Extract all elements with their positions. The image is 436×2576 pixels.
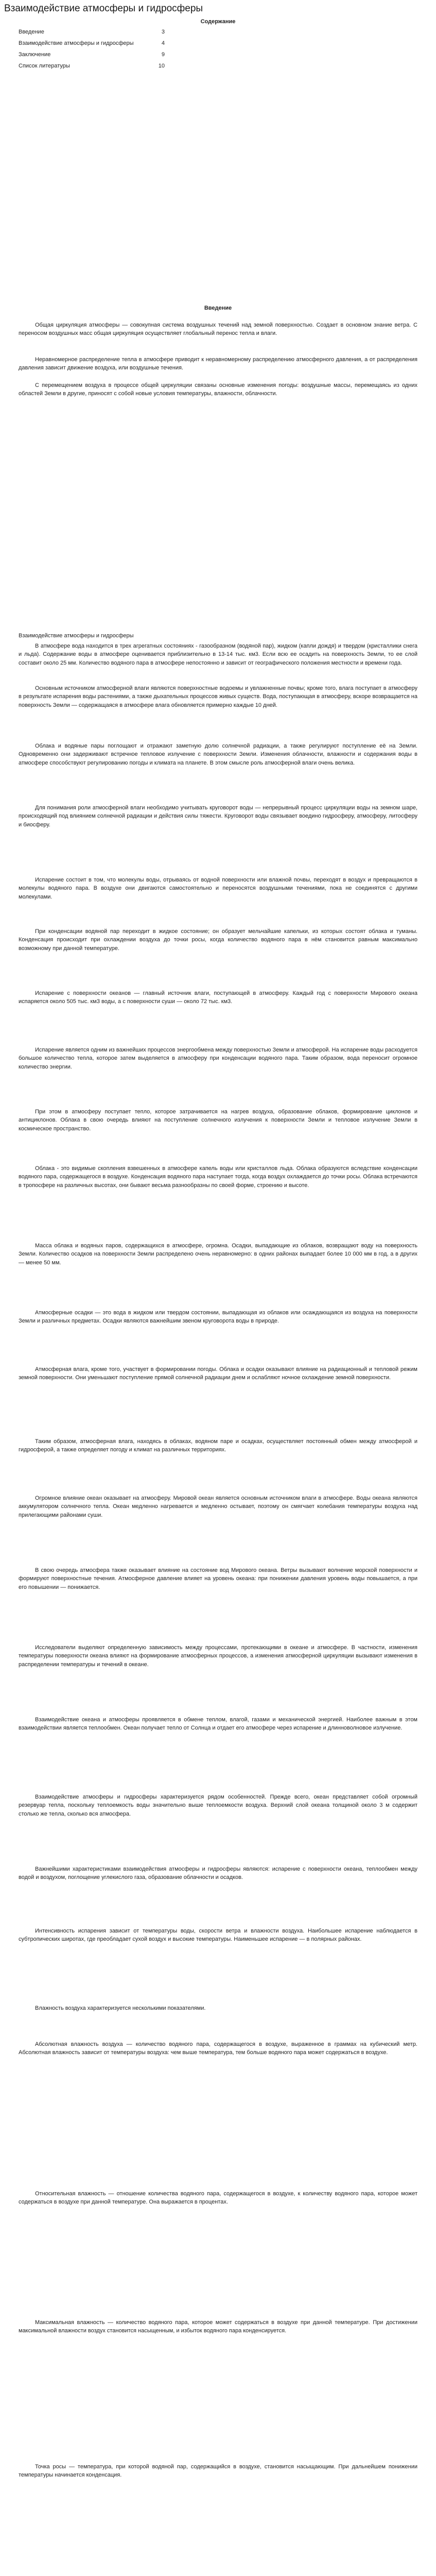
toc-label: Заключение [19, 52, 51, 58]
humidity-paragraph: Абсолютная влажность воздуха — количество водяного пара, содержащегося в воздухе, выраженное в граммах на кубический метр. Абсолютная влажность зависит от температуры воздуха: чем выше температура, тем больше водяного пара может содержаться в воздухе. [19, 2041, 417, 2056]
humidity-paragraph: Относительная влажность — отношение количества водяного пара, содержащегося в воздухе, к количеству водяного пара, которое может содержаться в воздухе при данной температуре. Она выражается в процентах. [19, 2191, 417, 2206]
ocean-paragraph: Интенсивность испарения зависит от температуры воды, скорости ветра и влажности воздуха. Наибольшее испарение наблюдается в субтропических широтах, где преобладает сухой воздух и высокие температуры. Наименьшее испарение — в полярных районах. [19, 1928, 417, 1943]
cloud-paragraph: Атмосферные осадки — это вода в жидком или твердом состоянии, выпадающая из облаков или осаждающаяся из воздуха на поверхности Земли и различных предметах. Осадки являются важнейшим звеном круговорота воды в природе. [19, 1310, 417, 1325]
toc-page: 4 [161, 40, 165, 46]
toc-row[interactable] [19, 63, 165, 69]
ocean-paragraph: В свою очередь атмосфера также оказывает влияние на состояние вод Мирового океана. Ветры вызывают волнение морской поверхности и формируют поверхностные течения. Атмосферное давление влияет на уровень океана: при понижении давления уровень воды повышается, а при его повышении — понижается. [19, 1567, 417, 1590]
humidity-paragraph: Точка росы — температура, при которой водяной пар, содержащийся в воздухе, становится насыщающим. При дальнейшем понижении температуры начинается конденсация. [19, 2464, 417, 2479]
cloud-paragraph: Атмосферная влага, кроме того, участвует в формировании погоды. Облака и осадки оказывают влияние на радиационный и тепловой режим земной поверхности. Они уменьшают поступление прямой солнечной радиации днем и ослабляют ночное охлаждение земной поверхности. [19, 1366, 417, 1381]
toc-label: Список литературы [19, 63, 70, 69]
ocean-paragraph: Влажность воздуха характеризуется несколькими показателями. [35, 2005, 206, 2011]
toc-label: Введение [19, 29, 44, 35]
toc-label: Взаимодействие атмосферы и гидросферы [19, 40, 134, 46]
toc-page: 3 [161, 29, 165, 35]
main-paragraph: В атмосфере вода находится в трех агрегатных состояниях - газообразном (водяной пар), жидком (капли дождя) и твердом (кристаллики снега и льда). Содержание воды в атмосфере оценивается приблизительно в 13-14 тыс. км3. Если всю ее осадить на поверхность Земли, то ее слой составит около 25 мм. Количество водяного пара в атмосфере непостоянно и зависит от географического положения местности и времени года. [19, 643, 417, 666]
main-heading: Взаимодействие атмосферы и гидросферы [19, 633, 134, 639]
toc-heading: Содержание [200, 19, 236, 25]
toc-row[interactable] [19, 29, 165, 35]
intro-paragraph: С перемещением воздуха в процессе общей циркуляции связаны основные изменения погоды: воздушные массы, перемещаясь из одних областей Земли в другие, приносят с собой новые условия температуры, влажности, облачности. [19, 382, 417, 397]
main-paragraph: Испарение с поверхности океанов — главный источник влаги, поступающей в атмосферу. Каждый год с поверхности Мирового океана испаряется около 505 тыс. км3 воды, а с поверхности суши — около 72 тыс. км3. [19, 990, 417, 1005]
ocean-paragraph: Взаимодействие атмосферы и гидросферы характеризуется рядом особенностей. Прежде всего, океан представляет собой огромный резервуар тепла, поскольку теплоемкость воды значительно выше теплоемкости воздуха. Верхний слой океана толщиной около 3 м содержит столько же тепла, сколько вся атмосфера. [19, 1794, 417, 1817]
cloud-paragraph: Таким образом, атмосферная влага, находясь в облаках, водяном паре и осадках, осуществляет постоянный обмен между атмосферой и гидросферой, а также определяет погоду и климат на различных территориях. [19, 1438, 417, 1453]
main-paragraph: При этом в атмосферу поступает тепло, которое затрачивается на нагрев воздуха, образование облаков, формирование циклонов и антициклонов. Облака в свою очередь влияют на поступление солнечного излучения к поверхности Земли и тепловое излучение Земли в космическое пространство. [19, 1109, 417, 1132]
cloud-paragraph: Облака - это видимые скопления взвешенных в атмосфере капель воды или кристаллов льда. Облака образуются вследствие конденсации водяного пара, содержащегося в воздухе. Конденсация водяного пара наступает тогда, когда воздух охлаждается до точки росы. Облака встречаются в тропосфере на различных высотах, они бывают весьма разнообразны по своей форме, строению и высоте. [19, 1165, 417, 1189]
ocean-paragraph: Исследователи выделяют определенную зависимость между процессами, протекающими в океане и атмосфере. В частности, изменения температуры поверхности океана влияют на формирование атмосферных процессов, а изменения атмосферной циркуляции вызывают изменения в распределении температуры и течений в океане. [19, 1645, 417, 1668]
ocean-paragraph: Взаимодействие океана и атмосферы проявляется в обмене теплом, влагой, газами и механической энергией. Наиболее важным в этом взаимодействии является теплообмен. Океан получает тепло от Солнца и отдает его атмосфере через испарение и длинноволновое излучение. [19, 1717, 417, 1732]
humidity-paragraph: Максимальная влажность — количество водяного пара, которое может содержаться в воздухе при данной температуре. При достижении максимальной влажности воздух становится насыщенным, и избыток водяного пара конденсируется. [19, 2319, 417, 2334]
intro-paragraph: Общая циркуляция атмосферы — совокупная система воздушных течений над земной поверхностью. Создает в основном знание ветра. С переносом воздушных масс общая циркуляция осуществляет глобальный перенос тепла и влаги. [19, 322, 417, 337]
main-paragraph: Для понимания роли атмосферной влаги необходимо учитывать круговорот воды — непрерывный процесс циркуляции воды на земном шаре, происходящий под влиянием солнечной радиации и действия силы тяжести. Круговорот воды связывает воедино гидросферу, атмосферу, литосферу и биосферу. [19, 805, 417, 828]
ocean-paragraph: Важнейшими характеристиками взаимодействия атмосферы и гидросферы являются: испарение с поверхности океана, теплообмен между водой и воздухом, поглощение углекислого газа, образование облачности и осадков. [19, 1866, 417, 1881]
intro-heading: Введение [204, 305, 232, 311]
main-paragraph: При конденсации водяной пар переходит в жидкое состояние; он образует мельчайшие капельки, из которых состоят облака и туманы. Конденсация происходит при охлаждении воздуха до точки росы, когда количество водяного пара в нём становится равным максимально возможному при данной температуре. [19, 928, 417, 952]
toc-row[interactable] [19, 40, 165, 46]
main-paragraph: Испарение является одним из важнейших процессов энергообмена между поверхностью Земли и атмосферой. На испарение воды расходуется большое количество тепла, которое затем выделяется в атмосферу при конденсации водяного пара. Таким образом, вода переносит огромное количество энергии. [19, 1047, 417, 1070]
intro-paragraph: Неравномерное распределение тепла в атмосфере приводит к неравномерному распределению атмосферного давления, а от распределения давления зависит движение воздуха, или воздушные течения. [19, 357, 417, 371]
toc-row[interactable] [19, 52, 165, 58]
main-paragraph: Основным источником атмосферной влаги являются поверхностные водоемы и увлажненные почвы; кроме того, влага поступает в атмосферу в результате испарения воды растениями, а также дыхательных процессов живых существ. Вода, поступающая в атмосферу, вскоре возвращается на поверхность Земли — содержащаяся в атмосфере влага обновляется примерно каждые 10 дней. [19, 685, 417, 708]
main-paragraph: Облака и водяные пары поглощают и отражают заметную долю солнечной радиации, а также регулируют поступление её на Земли. Одновременно они задерживают встречное тепловое излучение с поверхности Земли. Изменения облачности, влажности и содержания воды в атмосфере способствуют регулированию погоды и климата на планете. В этом смысле роль атмосферной влаги очень велика. [19, 743, 417, 766]
cloud-paragraph: Масса облака и водяных паров, содержащихся в атмосфере, огромна. Осадки, выпадающие из облаков, возвращают воду на поверхность Земли. Количество осадков на поверхности Земли распределено очень неравномерно: в одних районах выпадает более 10 000 мм в год, а в других — менее 50 мм. [19, 1243, 417, 1266]
toc-page: 9 [161, 52, 165, 58]
toc-page: 10 [158, 63, 165, 69]
page-title: Взаимодействие атмосферы и гидросферы [4, 3, 203, 14]
main-paragraph: Испарение состоит в том, что молекулы воды, отрываясь от водной поверхности или влажной почвы, переходят в воздух и превращаются в молекулы водяного пара. В воздухе они двигаются самостоятельно и переносятся воздушными течениями, пока не соединятся с другими молекулами. [19, 877, 417, 900]
ocean-paragraph: Огромное влияние океан оказывает на атмосферу. Мировой океан является основным источником влаги в атмосфере. Воды океана являются аккумулятором солнечного тепла. Океан медленно нагревается и медленно остывает, поэтому он смягчает колебания температуры воздуха над прилегающими районами суши. [19, 1495, 417, 1518]
